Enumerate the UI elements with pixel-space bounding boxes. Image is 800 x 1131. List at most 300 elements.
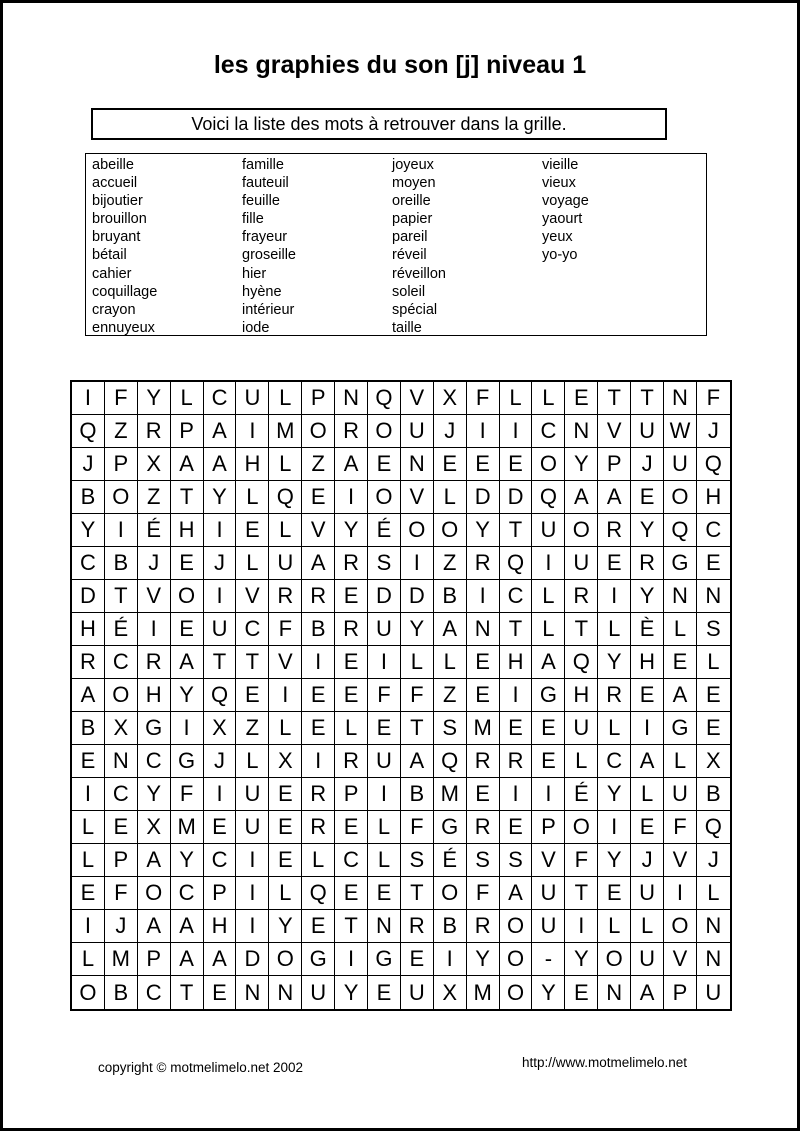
grid-cell: V — [138, 580, 171, 613]
grid-cell: B — [434, 580, 467, 613]
grid-cell: Q — [664, 514, 697, 547]
grid-cell: N — [269, 976, 302, 1009]
grid-cell: T — [500, 514, 533, 547]
grid-cell: F — [467, 382, 500, 415]
grid-cell: N — [664, 382, 697, 415]
grid-cell: C — [204, 844, 237, 877]
grid-cell: L — [401, 646, 434, 679]
grid-cell: D — [236, 943, 269, 976]
grid-cell: D — [368, 580, 401, 613]
grid-cell: E — [368, 448, 401, 481]
grid-cell: A — [434, 613, 467, 646]
grid-cell: L — [269, 712, 302, 745]
grid-cell: C — [236, 613, 269, 646]
grid-cell: T — [171, 481, 204, 514]
grid-cell: I — [236, 415, 269, 448]
grid-cell: E — [302, 910, 335, 943]
grid-cell: H — [236, 448, 269, 481]
word-item: cahier — [92, 265, 132, 282]
grid-cell: I — [335, 943, 368, 976]
grid-cell: É — [368, 514, 401, 547]
word-item: spécial — [392, 301, 438, 318]
grid-cell: N — [467, 613, 500, 646]
word-item: bijoutier — [92, 193, 143, 210]
grid-cell: E — [302, 712, 335, 745]
grid-cell: Q — [565, 646, 598, 679]
grid-cell: Y — [138, 778, 171, 811]
grid-cell: A — [171, 448, 204, 481]
grid-cell: O — [401, 514, 434, 547]
grid-cell: R — [598, 679, 631, 712]
grid-cell: Y — [467, 943, 500, 976]
word-item: hyène — [242, 283, 282, 300]
word-item: abeille — [92, 157, 134, 173]
grid-cell: I — [269, 679, 302, 712]
grid-cell: X — [138, 448, 171, 481]
grid-cell: N — [105, 745, 138, 778]
grid-cell: O — [302, 415, 335, 448]
grid-cell: T — [105, 580, 138, 613]
word-item: frayeur — [242, 229, 288, 246]
grid-cell: L — [236, 547, 269, 580]
grid-cell: R — [138, 415, 171, 448]
grid-cell: O — [72, 976, 105, 1009]
grid-cell: N — [401, 448, 434, 481]
grid-cell: I — [598, 811, 631, 844]
grid-cell: L — [532, 382, 565, 415]
grid-cell: O — [105, 679, 138, 712]
grid-cell: E — [631, 679, 664, 712]
grid-cell: H — [138, 679, 171, 712]
grid-cell: G — [302, 943, 335, 976]
grid-cell: O — [171, 580, 204, 613]
grid-cell: N — [335, 382, 368, 415]
word-item: taille — [392, 319, 422, 336]
grid-cell: I — [500, 778, 533, 811]
grid-cell: U — [236, 382, 269, 415]
grid-cell: H — [72, 613, 105, 646]
grid-cell: E — [335, 877, 368, 910]
grid-cell: L — [434, 646, 467, 679]
grid-cell: E — [236, 679, 269, 712]
grid-cell: E — [697, 679, 730, 712]
grid-cell: Q — [204, 679, 237, 712]
grid-cell: L — [368, 844, 401, 877]
grid-cell: F — [368, 679, 401, 712]
grid-cell: D — [500, 481, 533, 514]
grid-cell: E — [532, 712, 565, 745]
word-list-column — [536, 156, 686, 335]
grid-cell: I — [204, 580, 237, 613]
word-item: réveil — [392, 247, 427, 264]
grid-cell: P — [105, 844, 138, 877]
grid-cell: G — [368, 943, 401, 976]
grid-cell: R — [302, 778, 335, 811]
grid-cell: R — [335, 745, 368, 778]
grid-cell: O — [664, 481, 697, 514]
grid-cell: E — [335, 811, 368, 844]
grid-cell: E — [532, 745, 565, 778]
grid-cell: I — [171, 712, 204, 745]
grid-cell: L — [171, 382, 204, 415]
grid-cell: M — [171, 811, 204, 844]
grid-cell: I — [138, 613, 171, 646]
grid-cell: G — [171, 745, 204, 778]
grid-cell: S — [697, 613, 730, 646]
grid-cell: O — [500, 943, 533, 976]
grid-cell: Y — [401, 613, 434, 646]
grid-cell: T — [335, 910, 368, 943]
grid-cell: C — [138, 976, 171, 1009]
grid-cell: E — [302, 679, 335, 712]
grid-cell: R — [467, 910, 500, 943]
grid-cell: R — [467, 811, 500, 844]
grid-cell: E — [467, 646, 500, 679]
grid-cell: D — [72, 580, 105, 613]
grid-cell: Q — [302, 877, 335, 910]
grid-cell: F — [697, 382, 730, 415]
grid-cell: Q — [72, 415, 105, 448]
grid-cell: V — [269, 646, 302, 679]
grid-cell: I — [434, 943, 467, 976]
grid-cell: Z — [138, 481, 171, 514]
grid-cell: L — [269, 382, 302, 415]
grid-cell: E — [500, 712, 533, 745]
grid-cell: M — [467, 976, 500, 1009]
grid-cell: A — [598, 481, 631, 514]
word-list-column — [386, 156, 536, 335]
grid-cell: E — [269, 844, 302, 877]
grid-cell: I — [302, 745, 335, 778]
grid-cell: P — [138, 943, 171, 976]
grid-cell: R — [467, 547, 500, 580]
grid-cell: L — [236, 481, 269, 514]
grid-cell: Q — [434, 745, 467, 778]
grid-cell: S — [500, 844, 533, 877]
grid-cell: A — [631, 976, 664, 1009]
grid-cell: I — [335, 481, 368, 514]
grid-cell: O — [434, 514, 467, 547]
grid-cell: U — [236, 811, 269, 844]
grid-cell: É — [434, 844, 467, 877]
grid-cell: F — [401, 679, 434, 712]
grid-cell: A — [138, 844, 171, 877]
grid-cell: H — [697, 481, 730, 514]
grid-cell: I — [368, 646, 401, 679]
grid-cell: F — [105, 877, 138, 910]
grid-cell: Z — [434, 679, 467, 712]
grid-cell: C — [598, 745, 631, 778]
word-item: papier — [392, 211, 433, 228]
grid-cell: V — [401, 382, 434, 415]
grid-cell: S — [401, 844, 434, 877]
grid-cell: N — [565, 415, 598, 448]
grid-cell: R — [335, 415, 368, 448]
grid-cell: Y — [204, 481, 237, 514]
grid-cell: J — [697, 415, 730, 448]
grid-cell: E — [368, 712, 401, 745]
grid-cell: U — [664, 778, 697, 811]
grid-cell: E — [697, 712, 730, 745]
grid-cell: R — [269, 580, 302, 613]
grid-cell: I — [72, 910, 105, 943]
grid-cell: X — [138, 811, 171, 844]
grid-cell: U — [631, 877, 664, 910]
word-item: coquillage — [92, 283, 158, 300]
grid-cell: U — [236, 778, 269, 811]
grid-cell: P — [171, 415, 204, 448]
grid-cell: D — [467, 481, 500, 514]
grid-cell: P — [105, 448, 138, 481]
grid-cell: E — [105, 811, 138, 844]
grid-cell: I — [631, 712, 664, 745]
word-item: yo-yo — [542, 247, 578, 264]
grid-cell: E — [631, 481, 664, 514]
word-item: iode — [242, 319, 270, 336]
grid-cell: O — [532, 448, 565, 481]
grid-cell: B — [72, 712, 105, 745]
grid-cell: D — [401, 580, 434, 613]
grid-cell: L — [302, 844, 335, 877]
grid-cell: P — [302, 382, 335, 415]
grid-cell: L — [664, 613, 697, 646]
grid-cell: U — [269, 547, 302, 580]
grid-cell: U — [532, 514, 565, 547]
grid-cell: É — [105, 613, 138, 646]
grid-cell: A — [204, 943, 237, 976]
word-item: oreille — [392, 193, 431, 210]
grid-cell: É — [565, 778, 598, 811]
grid-cell: U — [401, 415, 434, 448]
grid-cell: V — [532, 844, 565, 877]
grid-cell: F — [105, 382, 138, 415]
grid-cell: E — [500, 448, 533, 481]
grid-cell: I — [204, 514, 237, 547]
grid-cell: I — [236, 877, 269, 910]
grid-cell: P — [532, 811, 565, 844]
grid-cell: Y — [532, 976, 565, 1009]
grid-cell: U — [664, 448, 697, 481]
grid-cell: C — [171, 877, 204, 910]
grid-cell: C — [204, 382, 237, 415]
grid-cell: R — [598, 514, 631, 547]
grid-cell: P — [664, 976, 697, 1009]
grid-cell: E — [368, 976, 401, 1009]
grid-cell: R — [72, 646, 105, 679]
grid-cell: E — [664, 646, 697, 679]
grid-cell: T — [565, 877, 598, 910]
grid-cell: C — [72, 547, 105, 580]
word-item: ennuyeux — [92, 319, 155, 336]
grid-cell: A — [532, 646, 565, 679]
grid-cell: P — [598, 448, 631, 481]
grid-cell: E — [171, 547, 204, 580]
grid-cell: L — [72, 844, 105, 877]
word-item: intérieur — [242, 301, 295, 318]
copyright-text: copyright © motmelimelo.net 2002 — [98, 1060, 304, 1075]
grid-cell: E — [467, 778, 500, 811]
grid-cell: A — [500, 877, 533, 910]
grid-cell: L — [500, 382, 533, 415]
grid-cell: E — [171, 613, 204, 646]
grid-cell: P — [335, 778, 368, 811]
grid-cell: E — [72, 877, 105, 910]
grid-cell: E — [598, 547, 631, 580]
grid-cell: X — [105, 712, 138, 745]
grid-cell: Y — [565, 448, 598, 481]
grid-cell: L — [697, 646, 730, 679]
grid-cell: T — [401, 712, 434, 745]
grid-cell: U — [368, 613, 401, 646]
grid-cell: E — [269, 811, 302, 844]
grid-cell: J — [105, 910, 138, 943]
grid-cell: Y — [565, 943, 598, 976]
word-item: brouillon — [92, 211, 147, 228]
grid-cell: Q — [532, 481, 565, 514]
grid-cell: J — [631, 844, 664, 877]
word-item: feuille — [242, 193, 280, 210]
grid-cell: G — [138, 712, 171, 745]
page-title: les graphies du son [j] niveau 1 — [213, 51, 587, 79]
letter-grid — [70, 380, 732, 1011]
grid-cell: E — [302, 481, 335, 514]
grid-cell: U — [532, 877, 565, 910]
grid-cell: P — [204, 877, 237, 910]
grid-cell: B — [401, 778, 434, 811]
grid-cell: M — [434, 778, 467, 811]
grid-cell: A — [138, 910, 171, 943]
grid-cell: L — [598, 712, 631, 745]
grid-cell: L — [236, 745, 269, 778]
grid-cell: A — [72, 679, 105, 712]
grid-cell: G — [434, 811, 467, 844]
grid-cell: I — [467, 580, 500, 613]
grid-cell: O — [664, 910, 697, 943]
word-item: vieille — [542, 157, 579, 173]
grid-cell: L — [532, 613, 565, 646]
grid-cell: L — [631, 910, 664, 943]
grid-cell: E — [72, 745, 105, 778]
grid-cell: È — [631, 613, 664, 646]
grid-cell: L — [565, 745, 598, 778]
grid-cell: Q — [697, 811, 730, 844]
grid-cell: X — [434, 976, 467, 1009]
grid-cell: H — [204, 910, 237, 943]
grid-cell: I — [500, 415, 533, 448]
grid-cell: E — [368, 877, 401, 910]
grid-cell: Y — [598, 844, 631, 877]
grid-cell: V — [401, 481, 434, 514]
grid-cell: V — [302, 514, 335, 547]
grid-cell: O — [368, 415, 401, 448]
grid-cell: J — [434, 415, 467, 448]
grid-cell: S — [434, 712, 467, 745]
grid-cell: E — [467, 448, 500, 481]
word-list-column — [236, 156, 386, 335]
grid-cell: A — [631, 745, 664, 778]
grid-cell: M — [467, 712, 500, 745]
grid-cell: E — [269, 778, 302, 811]
grid-cell: Y — [138, 382, 171, 415]
grid-cell: L — [697, 877, 730, 910]
grid-cell: I — [302, 646, 335, 679]
grid-cell: A — [171, 646, 204, 679]
grid-cell: Q — [269, 481, 302, 514]
grid-cell: I — [236, 910, 269, 943]
grid-cell: R — [335, 613, 368, 646]
grid-cell: T — [401, 877, 434, 910]
grid-cell: N — [697, 910, 730, 943]
grid-cell: Y — [598, 778, 631, 811]
grid-cell: H — [565, 679, 598, 712]
grid-cell: Y — [335, 976, 368, 1009]
grid-cell: T — [171, 976, 204, 1009]
grid-cell: X — [269, 745, 302, 778]
grid-cell: E — [204, 811, 237, 844]
grid-cell: C — [138, 745, 171, 778]
grid-cell: Y — [631, 580, 664, 613]
grid-cell: R — [302, 580, 335, 613]
grid-cell: É — [138, 514, 171, 547]
grid-cell: O — [269, 943, 302, 976]
grid-cell: E — [697, 547, 730, 580]
grid-cell: N — [236, 976, 269, 1009]
word-list-column — [86, 156, 236, 335]
grid-cell: E — [467, 679, 500, 712]
grid-cell: R — [565, 580, 598, 613]
grid-cell: A — [204, 415, 237, 448]
grid-cell: F — [269, 613, 302, 646]
grid-cell: Y — [631, 514, 664, 547]
grid-cell: Z — [105, 415, 138, 448]
grid-cell: L — [598, 910, 631, 943]
grid-cell: B — [697, 778, 730, 811]
grid-cell: L — [598, 613, 631, 646]
grid-cell: E — [335, 679, 368, 712]
word-item: famille — [242, 157, 284, 173]
grid-cell: R — [401, 910, 434, 943]
grid-cell: I — [72, 778, 105, 811]
grid-cell: J — [138, 547, 171, 580]
grid-cell: B — [105, 547, 138, 580]
grid-cell: I — [664, 877, 697, 910]
word-item: pareil — [392, 229, 428, 246]
grid-cell: Y — [598, 646, 631, 679]
grid-cell: F — [565, 844, 598, 877]
grid-cell: A — [565, 481, 598, 514]
grid-cell: H — [171, 514, 204, 547]
grid-cell: L — [72, 943, 105, 976]
grid-cell: Y — [269, 910, 302, 943]
grid-cell: C — [105, 646, 138, 679]
grid-cell: B — [302, 613, 335, 646]
word-item: joyeux — [392, 157, 434, 173]
grid-cell: O — [598, 943, 631, 976]
grid-cell: A — [401, 745, 434, 778]
grid-cell: O — [138, 877, 171, 910]
grid-cell: U — [631, 943, 664, 976]
grid-cell: F — [664, 811, 697, 844]
word-list — [85, 153, 707, 336]
grid-cell: I — [204, 778, 237, 811]
grid-cell: Y — [335, 514, 368, 547]
instruction-text: Voici la liste des mots à retrouver dans la grille. — [191, 113, 567, 134]
grid-cell: A — [335, 448, 368, 481]
instruction-box — [91, 108, 667, 140]
grid-cell: L — [631, 778, 664, 811]
grid-cell: F — [467, 877, 500, 910]
word-item: soleil — [392, 283, 426, 300]
